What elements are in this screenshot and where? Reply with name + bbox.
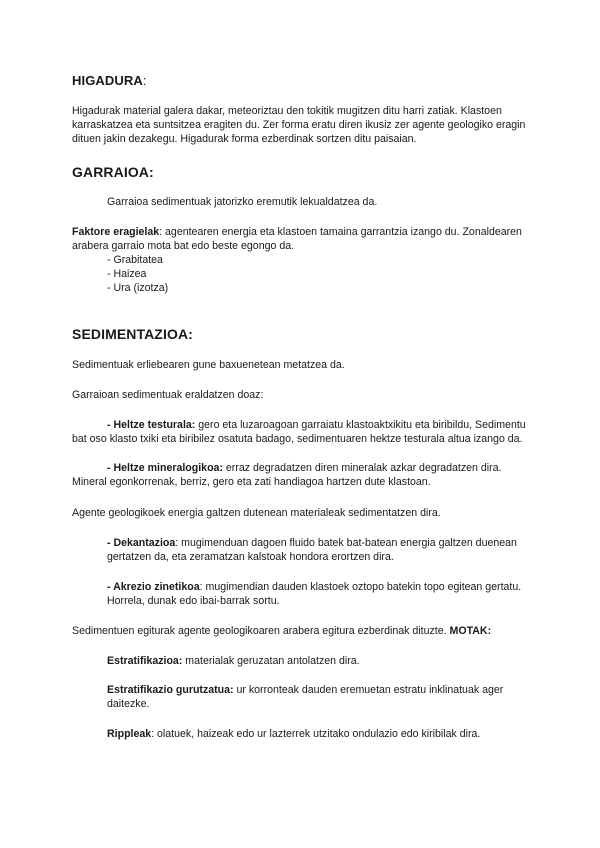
akrezio-label: - Akrezio zinetikoa — [107, 581, 200, 593]
higadura-paragraph: Higadurak material galera dakar, meteoriztau den tokitik mugitzen ditu harri zatiak. Klastoen karraskatzea eta suntsitzea eragiten du. Zer forma eratu diren ikusiz zer agente geologiko eragin dituen jakin dezakegu. Higadurak forma ezberdinak sortzen ditu paisaian. — [72, 105, 526, 146]
list-item-ura: - Ura (izotza) — [107, 282, 169, 294]
heading-garraioa: GARRAIOA: — [72, 164, 154, 180]
akrezio-text: : mugimendian dauden klastoek oztopo batekin topo egitean gertatu. Horrela, dunak edo ibai-barrak sortu. — [107, 581, 522, 608]
dekantazioa-text: : mugimenduan dagoen fluido batek bat-batean energia galtzen duenean gertatzen da, eta zeramatzan kalstoak hondora erortzen dira. — [107, 537, 517, 564]
list-item-haizea: - Haizea — [107, 268, 147, 280]
estratifikazioa-label: Estratifikazioa: — [107, 655, 183, 667]
gurutzatua-label: Estratifikazio gurutzatua: — [107, 684, 234, 696]
list-item-grabitatea: - Grabitatea — [107, 254, 163, 266]
faktore-paragraph — [72, 225, 532, 253]
egiturak-paragraph — [72, 624, 542, 638]
faktore-label: Faktore eragielak — [72, 226, 160, 238]
sedimentazioa-intro: Sedimentuak erliebearen gune baxuenetean metatzea da. — [72, 359, 345, 371]
estratifikazioa-text: materialak geruzatan antolatzen dira. — [182, 655, 360, 667]
dekantazioa-paragraph — [107, 536, 532, 564]
heltze-mineral-paragraph — [72, 461, 532, 489]
rippleak-text: : olatuek, haizeak edo ur lazterrek utzitako ondulazio edo kiribilak dira. — [151, 728, 481, 740]
heltze-mineral-label: - Heltze mineralogikoa: — [107, 462, 223, 474]
garraioa-definition: Garraioa sedimentuak jatorizko eremutik lekualdatzea da. — [107, 196, 378, 208]
heading-higadura-text: HIGADURA — [72, 73, 143, 88]
gurutzatua-paragraph — [107, 683, 532, 711]
gurutzatua-text: ur korronteak dauden eremuetan estratu inklinatuak ager daitezke. — [107, 684, 504, 711]
rippleak-label: Rippleak — [107, 728, 152, 740]
motak-label: MOTAK: — [449, 625, 492, 637]
faktore-text: : agentearen energia eta klastoen tamaina garrantzia izango du. Zonaldearen arabera garraio mota bat edo beste egongo da. — [72, 226, 522, 253]
garraioan-intro: Garraioan sedimentuak eraldatzen doaz: — [72, 389, 264, 401]
heading-sedimentazioa: SEDIMENTAZIOA: — [72, 326, 193, 342]
heltze-mineral-text: erraz degradatzen diren mineralak azkar degradatzen dira. Mineral egonkorrenak, berriz, gero eta zati handiagoa hartzen dute klastoan. — [72, 462, 502, 489]
heltze-testurala-paragraph — [72, 418, 532, 446]
akrezio-paragraph — [107, 580, 532, 608]
heading-higadura — [72, 73, 147, 88]
heading-colon: : — [142, 73, 147, 88]
estratifikazioa-paragraph — [107, 654, 532, 668]
egiturak-text: Sedimentuen egiturak agente geologikoaren arabera egitura ezberdinak dituzte. — [72, 625, 450, 637]
heltze-testurala-text: gero eta luzaroagoan garraiatu klastoaktxikitu eta biribildu, Sedimentu bat oso klasto txiki eta biribilez osatuta badago, sedimentuaren hektze testurala altua izango da. — [72, 419, 526, 446]
rippleak-paragraph — [107, 727, 532, 741]
dekantazioa-label: - Dekantazioa — [107, 537, 176, 549]
heltze-testurala-label: - Heltze testurala: — [107, 419, 196, 431]
agente-paragraph: Agente geologikoek energia galtzen dutenean materialeak sedimentatzen dira. — [72, 507, 441, 519]
